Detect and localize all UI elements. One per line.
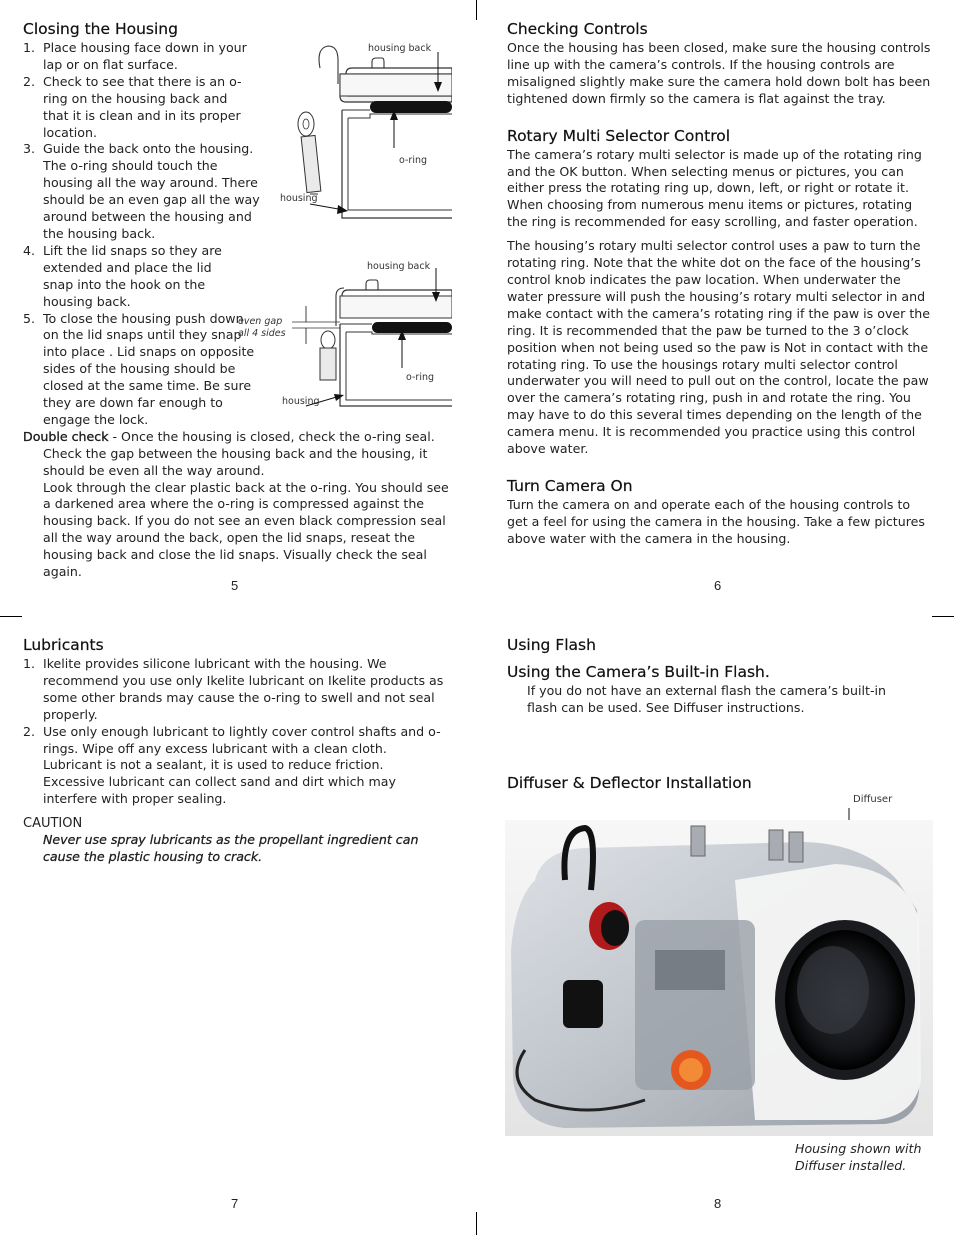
crop-mark-right: [932, 616, 954, 617]
heading-built-in-flash: Using the Camera’s Built-in Flash.: [507, 663, 770, 681]
rotary-text-2: The housing’s rotary multi selector control uses a paw to turn the rotating ring. Note that the white dot on the face of the housing’s control knob indicates the paw location. When underwater the water pressure will push the housing’s rotary multi selector in and make contact with the camera’s rotating ring if the paw is over the ring. It is recommended that the paw be turned to the 3 o’clock position when not being used so the paw is Not in contact with the rotating ring. To use the housings rotary multi selector control underwater you will need to pull out on the control, locate the paw over the camera’s rotating ring, push in and rotate the ring. You may have to do this several times depending on the length of the camera menu. It is recommended you practice using this control above water.: [507, 238, 930, 457]
label-housing-1: housing: [280, 193, 318, 204]
step-3: 3. Guide the back onto the housing. The o-ring should touch the housing all the way around. There should be an even gap all the way around between the housing and the housing back.: [23, 141, 260, 241]
housing-diagram-2: [236, 256, 452, 416]
double-check-label: Double check: [23, 428, 109, 444]
caution-text: Never use spray lubricants as the propellant ingredient can cause the plastic housing to crack.: [43, 832, 419, 865]
caution-title: CAUTION: [23, 816, 83, 832]
double-check-paragraph: Double check - Once the housing is closed, check the o-ring seal.: [23, 428, 435, 444]
step-5: 5. To close the housing push down on the lid snaps until they snap into place . Lid snaps on opposite sides of the housing should be closed at the same time. Be sure they are down far enough to engage the lock.: [23, 310, 255, 427]
housing-diagram-1: [280, 38, 452, 228]
double-check-text-2: Look through the clear plastic back at the o-ring. You should see a darkened area where the o-ring is compressed against the housing back. If you do not see an even black compression seal all the way around the back, open the lid snaps, reseat the housing back and close the lid snaps. Visually check the seal again.: [43, 479, 449, 580]
lubricant-step-2: 2. Use only enough lubricant to lightly cover control shafts and o-rings. Wipe off any excess lubricant with a clean cloth. Lubricant is not a sealant, it is used to reduce friction. Excessive lubricant can collect sand and dirt which may interfere with proper sealing.: [23, 723, 441, 807]
label-housing-back-1: housing back: [368, 43, 432, 54]
page-number-5: 5: [231, 578, 239, 593]
lubricant-steps: [23, 656, 449, 808]
heading-turn-camera-on: Turn Camera On: [507, 476, 633, 495]
heading-rotary-selector: Rotary Multi Selector Control: [507, 126, 731, 145]
photo-caption: Housing shown with Diffuser installed.: [795, 1141, 922, 1173]
page-number-8: 8: [714, 1196, 722, 1211]
step-4: 4. Lift the lid snaps so they are extended and place the lid snap into the hook on the housing back.: [23, 242, 222, 309]
label-housing-2: housing: [282, 396, 320, 407]
step-2: 2. Check to see that there is an o-ring on the housing back and that it is clean and in its proper location.: [23, 73, 242, 140]
label-oring-2: o-ring: [406, 372, 435, 383]
label-housing-back-2: housing back: [367, 261, 431, 272]
page-8: [507, 634, 931, 794]
heading-closing-housing: Closing the Housing: [23, 20, 178, 38]
turn-camera-on-text: Turn the camera on and operate each of the housing controls to get a feel for using the camera in the housing. Take a few pictures above water with the camera in the housing.: [507, 496, 925, 546]
page-7: [23, 634, 449, 866]
crop-mark-top: [476, 0, 477, 20]
crop-mark-left: [0, 616, 22, 617]
label-all-4-sides: all 4 sides: [238, 328, 286, 339]
label-oring-1: o-ring: [399, 155, 428, 166]
heading-using-flash: Using Flash: [507, 636, 596, 654]
page-6: [507, 18, 931, 548]
step-1: 1. Place housing face down in your lap or on flat surface.: [23, 40, 247, 72]
crop-mark-bottom: [476, 1212, 477, 1235]
housing-photo: [505, 820, 933, 1136]
heading-diffuser-installation: Diffuser & Deflector Installation: [507, 773, 752, 792]
checking-controls-text: Once the housing has been closed, make sure the housing controls line up with the camera’s controls. If the housing controls are misaligned slightly make sure the camera hold down bolt has been tightened down firmly so the camera is flat against the tray.: [507, 40, 931, 106]
diffuser-label: Diffuser: [853, 794, 893, 805]
page-number-7: 7: [231, 1196, 239, 1211]
double-check-text-1: Check the gap between the housing back and the housing, it should be even all the way around.: [43, 445, 428, 478]
lubricant-step-1: 1. Ikelite provides silicone lubricant with the housing. We recommend you use only Ikelite lubricant on Ikelite products as some other brands may cause the o-ring to swell and not seal properly.: [23, 656, 444, 722]
rotary-text-1: The camera’s rotary multi selector is made up of the rotating ring and the OK button. When selecting menus or pictures, you can either press the rotating ring up, down, left, or right or rotate it. When choosing from numerous menu items or pictures, rotating the ring is recommended for easy scrolling, and faster operation.: [507, 146, 922, 230]
label-even-gap: even gap: [238, 316, 283, 327]
page-number-6: 6: [714, 578, 722, 593]
built-in-flash-text: If you do not have an external flash the camera’s built-in flash can be used. See Diffuser instructions.: [527, 683, 886, 715]
heading-checking-controls: Checking Controls: [507, 20, 648, 38]
heading-lubricants: Lubricants: [23, 636, 104, 654]
